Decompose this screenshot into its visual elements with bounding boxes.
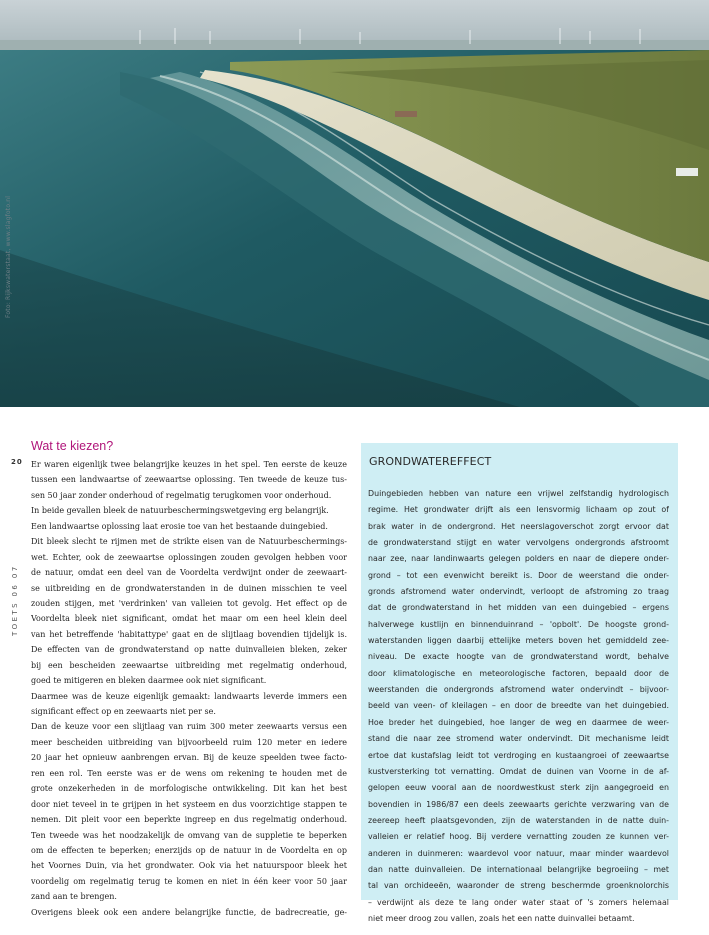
sidebar-line: de grondwaterstand stijgt en water vervolgens ondergronds afstroomt xyxy=(368,538,669,548)
article-heading: Wat te kiezen? xyxy=(31,439,114,453)
article-line: de natuur, omdat een deel van de Voordelta verdwijnt onder de zeewaart- xyxy=(31,568,347,578)
sidebar-line: bovendien in 1986/87 een deels zeewaarts gerichte verzwaring van de xyxy=(368,799,669,809)
article-line: van het betreffende 'habitattype' gaat en de slijtlaag bovendien tijdelijk is. xyxy=(31,629,347,639)
article-line: wet. Echter, ook de zeewaartse oplossingen zouden gevolgen hebben voor xyxy=(31,552,347,562)
sidebar-line: kustversterking tot vernatting. Omdat de duinen van Voorne in de af- xyxy=(368,766,669,776)
article-line: nemen. Dit pleit voor een beperkte ingreep en dus regelmatig onderhoud. xyxy=(31,815,347,825)
article-line: grote onzekerheden in de morfologische ontwikkeling. Dit kan het best xyxy=(31,784,347,794)
article-line: se uitbreiding en de grondwaterstanden in de duinen misschien te veel xyxy=(31,583,347,593)
article-line: zand aan te brengen. xyxy=(31,892,117,902)
sidebar-line: weerstanden die ondergronds afstromend water ondervindt – bijvoor- xyxy=(368,685,669,695)
sidebar-line: anderen in duinmeren: waardevol voor natuur, maar minder waardevol xyxy=(368,848,669,858)
article-line: sen 50 jaar zonder onderhoud of regelmatig terugkomen voor onderhoud. xyxy=(31,490,332,500)
sidebar-line: niet meer droog zou vallen, zoals het een natte duinvallei betaamt. xyxy=(368,913,635,923)
article-body xyxy=(31,457,347,920)
article-line: bij een bescheiden zeewaartse uitbreiding met regelmatig onderhoud, xyxy=(31,660,347,670)
sidebar-line: Duingebieden hebben van nature een vrijwel zelfstandig hydrologisch xyxy=(368,489,669,498)
article-line: De effecten van de grondwaterstand op natte duinvalleien bleken, zeker xyxy=(31,645,347,655)
sidebar-line: door klimatologische en meteorologische factoren, bepaald door de xyxy=(368,668,669,678)
article-line: significant effect op en zeewaarts niet per se. xyxy=(31,707,216,716)
article-line: meer bescheiden uitbreiding van bijvoorbeeld ruim 120 meter en iedere xyxy=(31,737,347,747)
article-line: tussen een landwaartse of zeewaartse oplossing. Ten tweede de keuze tus- xyxy=(31,475,347,485)
aerial-coast-photo xyxy=(0,0,709,407)
article-line: goed te mitigeren en bleken daarmee ook niet significant. xyxy=(31,676,267,686)
article-line: Overigens bleek ook een andere belangrijke functie, de badrecreatie, ge- xyxy=(31,907,347,917)
article-line: het Voornes Duin, via het grondwater. Ook via het natuurspoor bleek het xyxy=(31,861,347,871)
sidebar-line: gronds afstromend water ondervindt, verloopt de afstroming zo traag xyxy=(368,587,669,597)
article-line: In beide gevallen bleek de natuurbeschermingswetgeving erg belangrijk. xyxy=(31,506,329,516)
sidebar-line: Hoe breder het duingebied, hoe langer de weg en daarmee de weer- xyxy=(368,717,669,727)
sidebar-line: naar zee, naar landinwaarts gelegen polders en naar de diepere onder- xyxy=(368,554,669,564)
article-line: ren een rol. Ten eerste was er de wens om rekening te houden met de xyxy=(31,768,347,778)
sidebar-line: stand die naar zee stromend water ondervindt. Dit mechanisme leidt xyxy=(368,734,669,744)
article-line: Voordelta bleek niet significant, omdat het maar om een heel klein deel xyxy=(31,614,347,624)
sidebar-box xyxy=(361,443,678,923)
article-line: 20 jaar het opnieuw aanbrengen ervan. Bij de keuze speelden twee facto- xyxy=(31,753,347,763)
sidebar-heading: GRONDWATEREFFECT xyxy=(369,455,492,468)
article-line: Er waren eigenlijk twee belangrijke keuzes in het spel. Ten eerste de keuze xyxy=(31,460,347,469)
sidebar-line: valleien er relatief hoog. Bij verdere vernatting zouden ze kunnen ver- xyxy=(368,832,669,842)
sidebar-line: zeereep heeft plaatsgevonden, zijn de waterstanden in de natte duin- xyxy=(368,815,669,825)
sidebar-line: grond – tot een evenwicht bereikt is. Door de weerstand die onder- xyxy=(368,570,669,580)
article-line: Daarmee was de keuze eigenlijk gemaakt: landwaarts leverde immers een xyxy=(31,691,347,701)
sidebar-line: halverwege kustlijn en binnenduinrand – 'opbolt'. De hoogste grond- xyxy=(368,619,669,629)
sidebar-line: dat de grondwaterstand in het midden van een duingebied – ergens xyxy=(368,603,669,613)
sidebar-body xyxy=(368,486,669,927)
sidebar-line: tal van orchideeën, waaronder de streng beschermde groenknolorchis xyxy=(368,881,669,891)
sidebar-line: ertoe dat kustafslag leidt tot verdroging en kustaangroei of zeewaartse xyxy=(368,750,669,760)
running-head: TOETS 06 07 xyxy=(11,564,19,636)
article-line: Dit bleek slecht te rijmen met de strikte eisen van de Natuurbeschermings- xyxy=(31,537,347,547)
sidebar-line: regime. Het grondwater drijft als een lensvormig lichaam op zout of xyxy=(368,505,669,515)
article-line: voordelig om regelmatig terug te komen en niet in één keer voor 50 jaar xyxy=(31,876,347,886)
sidebar-line: niveau. De exacte hoogte van de grondwaterstand wordt, behalve xyxy=(368,652,669,662)
sidebar-line: waterstanden liggen daarbij ettelijke meters boven het gemiddeld zee- xyxy=(368,636,669,646)
article-line: om de effecten te beperken; enerzijds op de natuur in de Voordelta en op xyxy=(31,845,347,855)
sidebar-line: gelopen eeuw vooral aan de noordwestkust sterk zijn aangegroeid en xyxy=(368,783,669,793)
photo-credit: Foto: Rijkswaterstaat, www.slagfoto.nl xyxy=(5,195,12,318)
page-number: 20 xyxy=(11,458,23,466)
article-line: door niet teveel in te grijpen in het systeem en dus voorzichtige stappen te xyxy=(31,799,347,809)
sidebar-line: dan natte duinvalleien. De internationaal belangrijke begroeiing – met xyxy=(368,864,669,874)
article-line: Ten tweede was het noodzakelijk de omvang van de suppletie te beperken xyxy=(31,830,347,840)
article-line: Dan de keuze voor een slijtlaag van ruim 300 meter zeewaarts versus een xyxy=(31,722,347,732)
sidebar-line: beeld van veen- of kleilagen – en door de breedte van het duingebied. xyxy=(368,701,669,711)
article-line: Een landwaartse oplossing laat erosie toe van het bestaande duingebied. xyxy=(31,521,328,531)
sidebar-line: – verdwijnt als deze te lang onder water staat of 's zomers helemaal xyxy=(368,897,669,907)
article-line: zouden stijgen, met 'verdrinken' van valleien tot gevolg. Het effect op de xyxy=(31,598,347,608)
sidebar-line: brak water in de ondergrond. Het neerslagoverschot zorgt ervoor dat xyxy=(368,521,669,531)
